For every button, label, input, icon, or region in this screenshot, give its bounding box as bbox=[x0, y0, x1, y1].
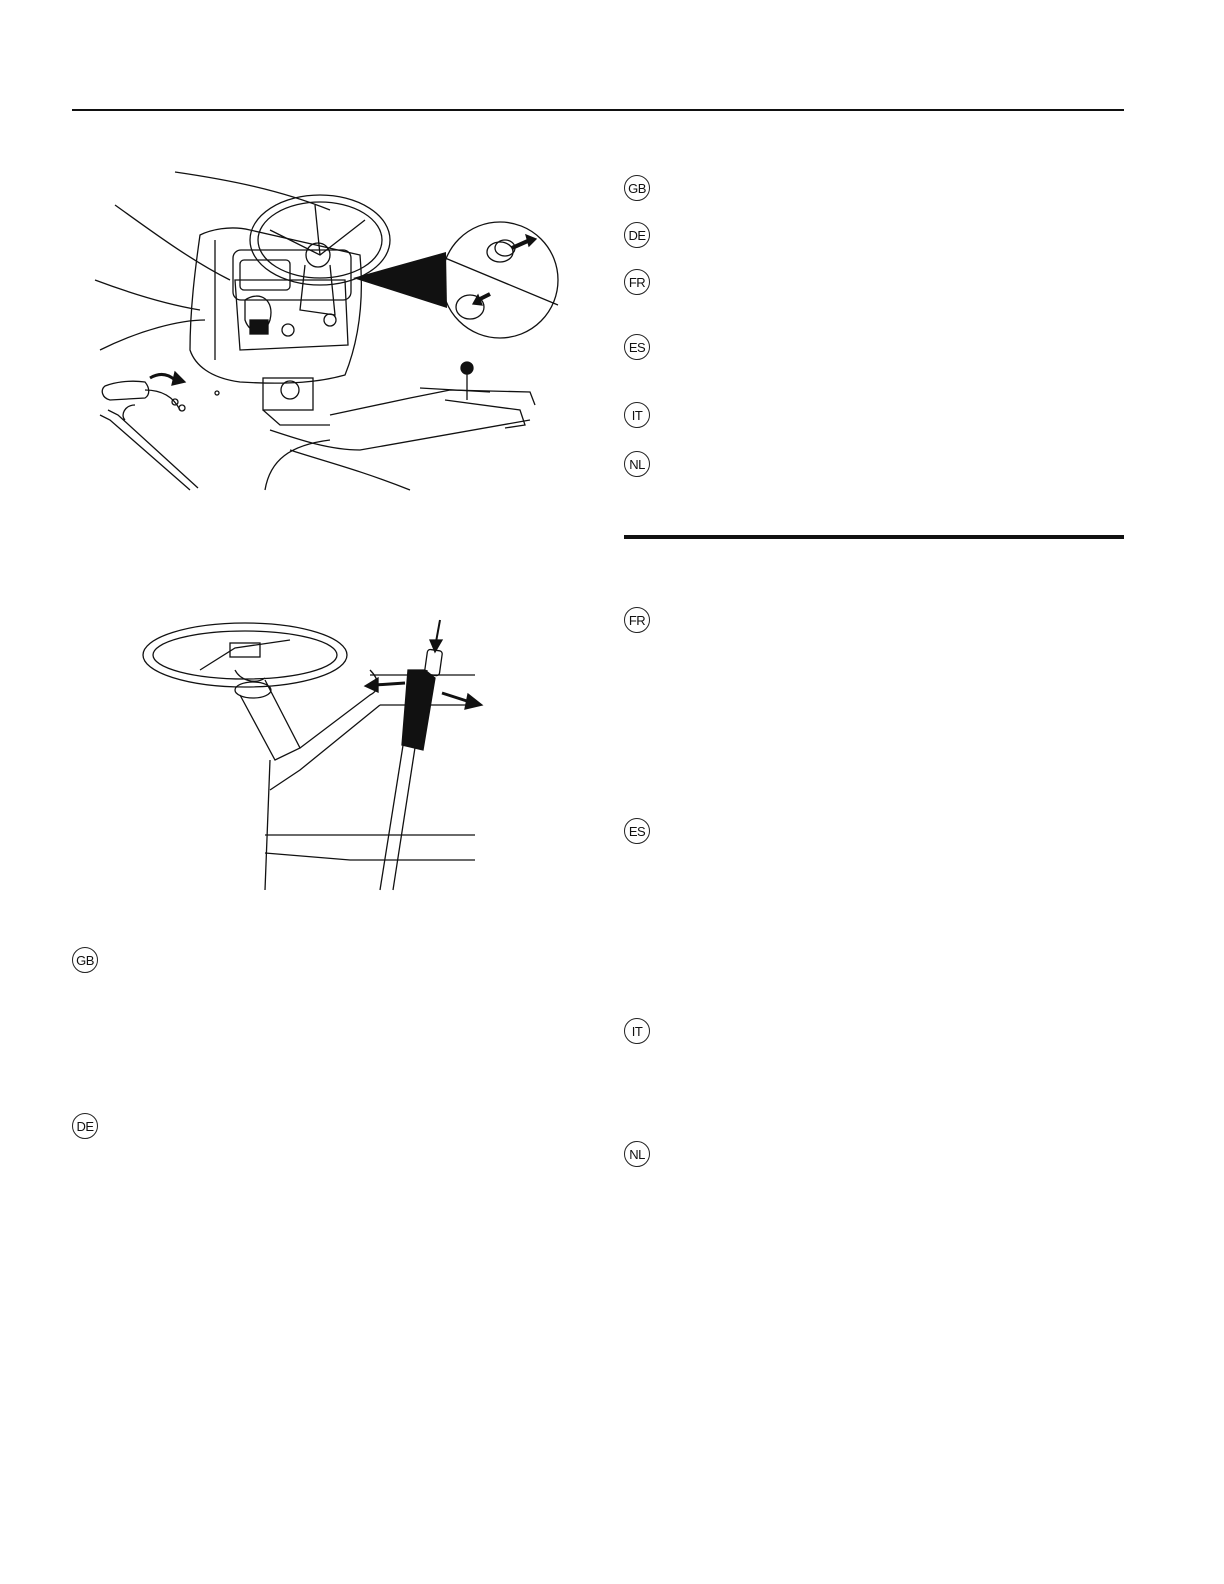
lang-badge-es: ES bbox=[624, 818, 650, 844]
lang-badge-it: IT bbox=[624, 402, 650, 428]
top-rule bbox=[72, 109, 1124, 111]
lang-badge-fr: FR bbox=[624, 269, 650, 295]
steering-lever-illustration bbox=[140, 610, 485, 900]
lang-badge-de: DE bbox=[72, 1113, 98, 1139]
lang-badge-es: ES bbox=[624, 334, 650, 360]
lang-badge-gb: GB bbox=[72, 947, 98, 973]
lang-badge-fr: FR bbox=[624, 607, 650, 633]
lang-badge-it: IT bbox=[624, 1018, 650, 1044]
dashboard-illustration bbox=[90, 160, 570, 500]
lang-badge-nl: NL bbox=[624, 451, 650, 477]
section-rule bbox=[624, 535, 1124, 539]
lang-badge-gb: GB bbox=[624, 175, 650, 201]
lang-badge-de: DE bbox=[624, 222, 650, 248]
lang-badge-nl: NL bbox=[624, 1141, 650, 1167]
